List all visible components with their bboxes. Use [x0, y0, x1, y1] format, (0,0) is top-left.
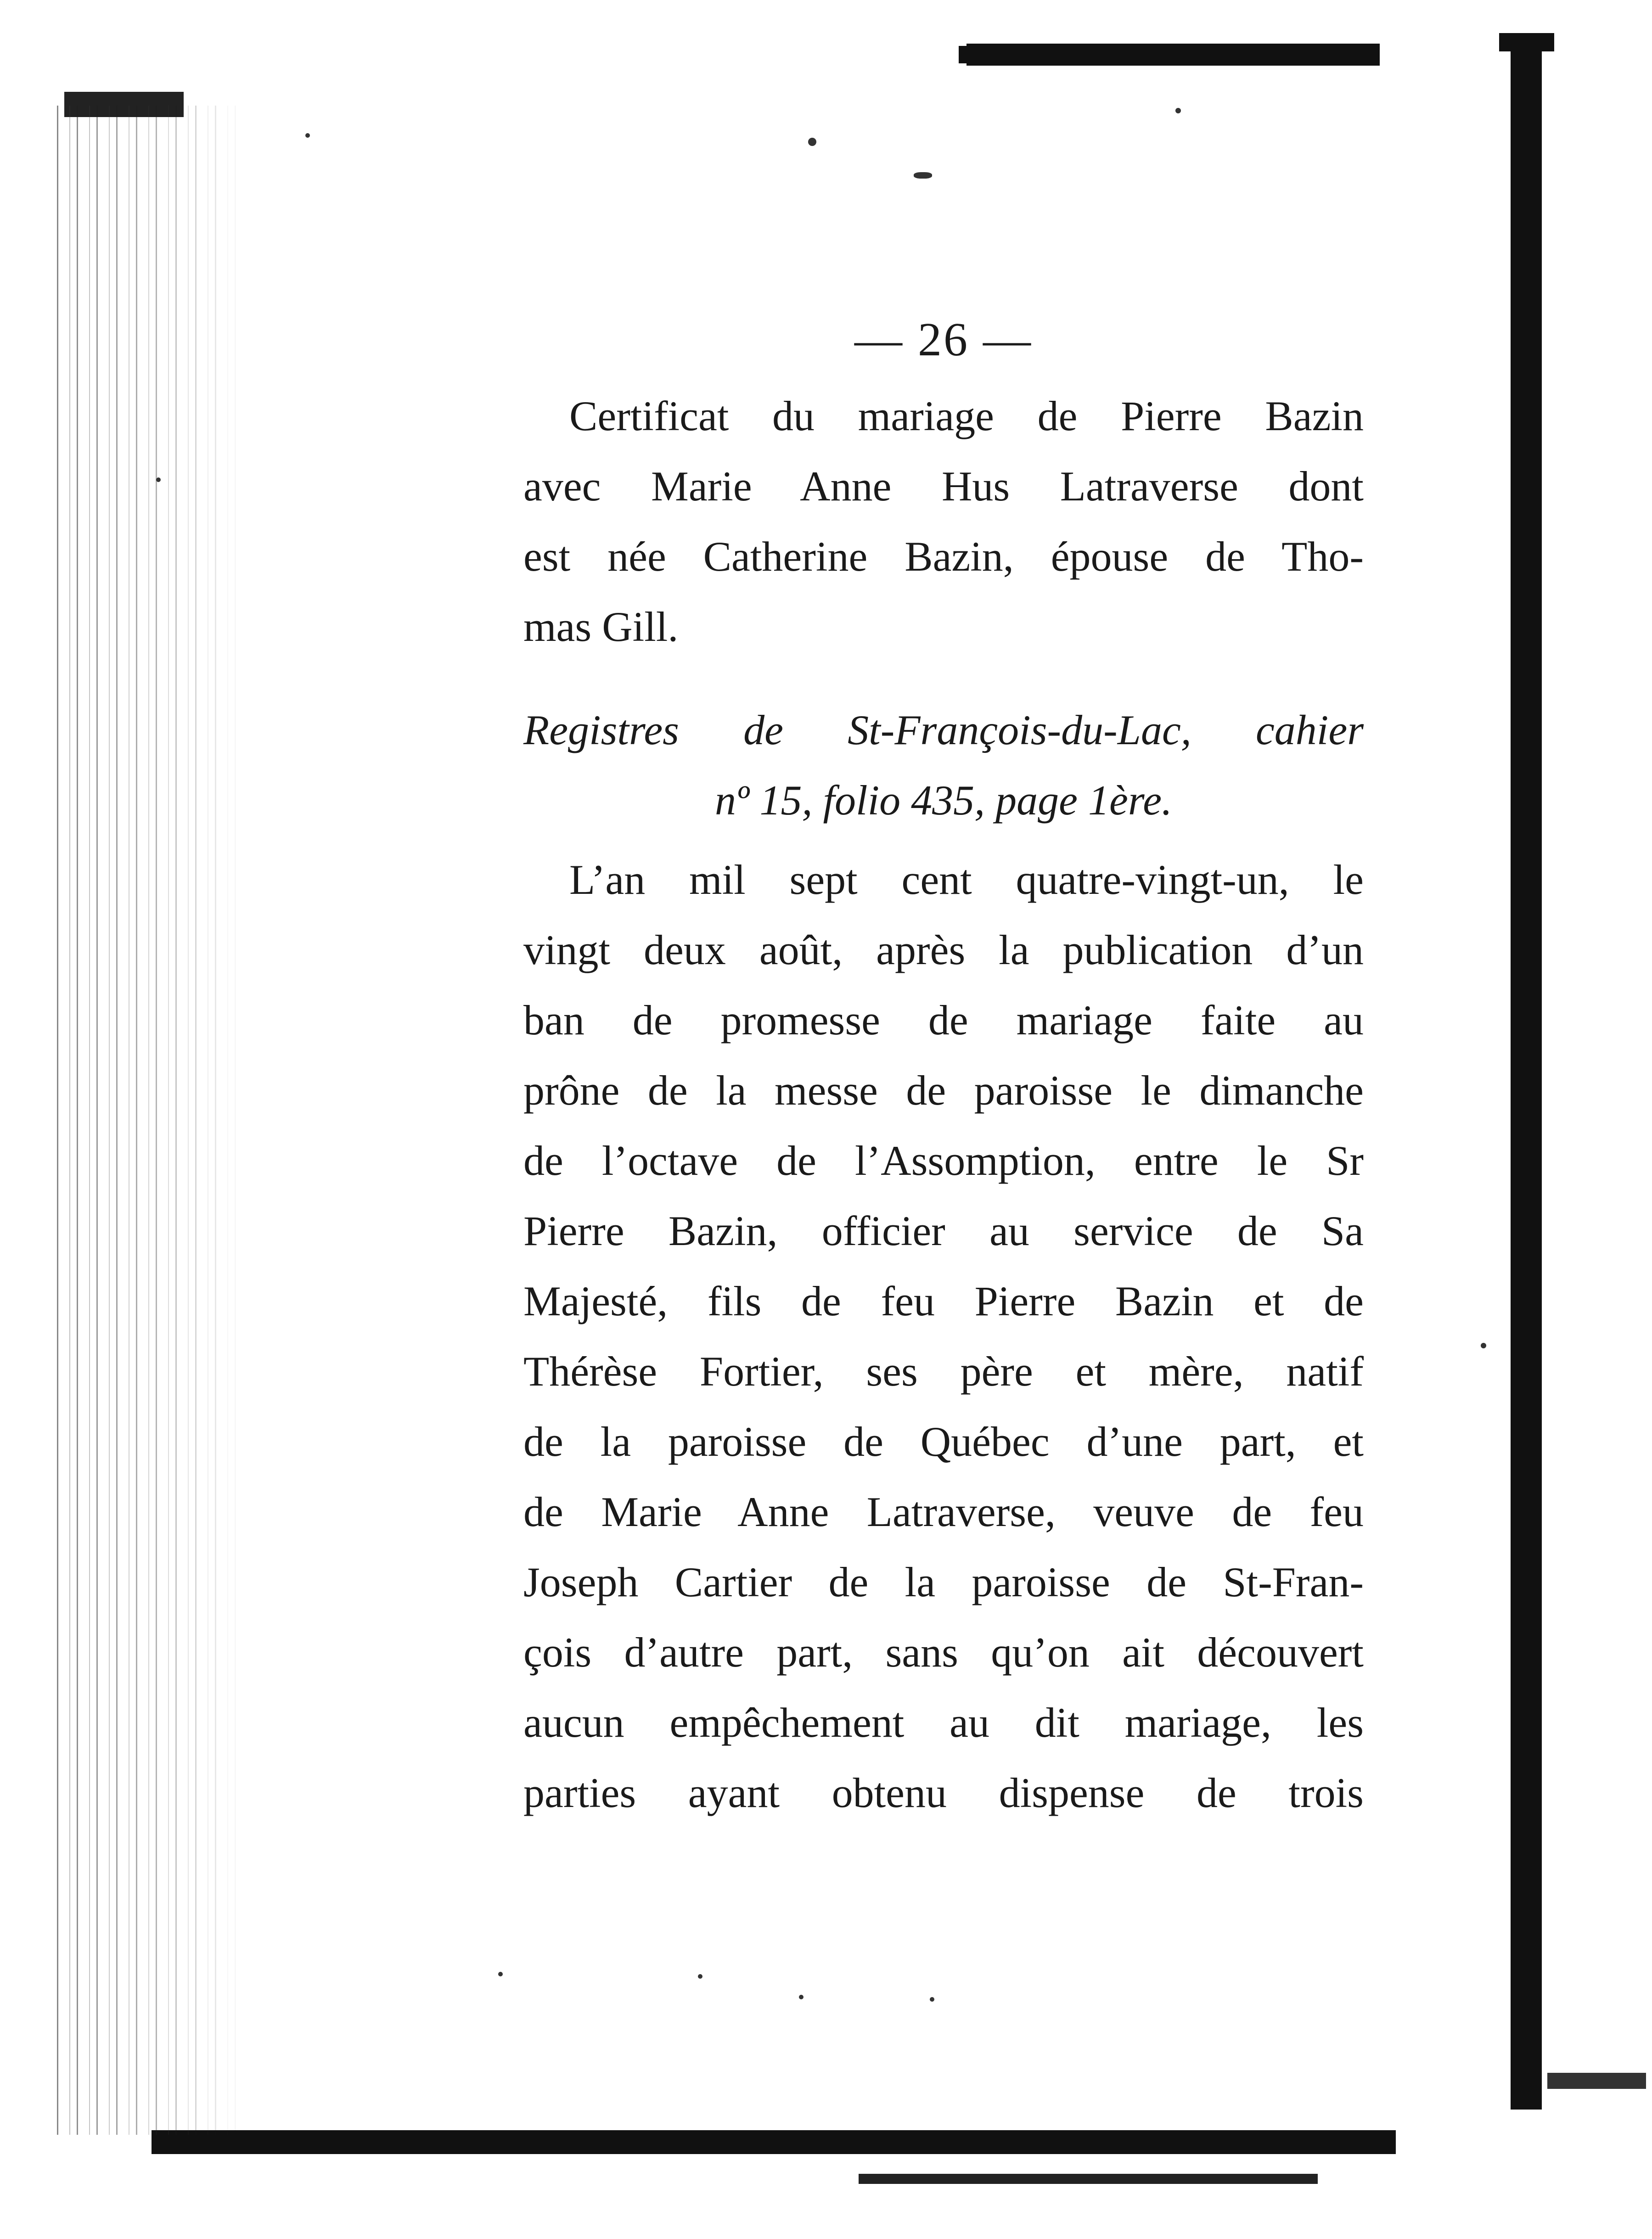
body-paragraph: [523, 845, 1364, 1828]
text-line: mas Gill.: [523, 603, 679, 650]
scan-speck: [305, 133, 310, 138]
text-line: Pierre Bazin, officier au service de Sa: [523, 1207, 1364, 1254]
scan-speck: [930, 1997, 934, 2002]
text-line: aucun empêchement au dit mariage, les: [523, 1699, 1364, 1746]
citation-line: Registres de St-François-du-Lac, cahier: [523, 707, 1364, 753]
scan-binding-edge: [51, 106, 243, 2135]
heading-paragraph: [523, 381, 1364, 662]
paragraph-gap: [523, 662, 1364, 695]
scan-border-bottom: [152, 2130, 1396, 2154]
page-number: — 26 —: [854, 313, 1033, 366]
text-line: parties ayant obtenu dispense de trois: [523, 1769, 1364, 1816]
scan-speck: [498, 1972, 503, 1976]
text-line: Thérèse Fortier, ses père et mère, natif: [523, 1348, 1364, 1395]
page-text: [523, 303, 1364, 1828]
text-line: L’an mil sept cent quatre-vingt-un, le: [569, 856, 1364, 903]
citation-line: nº 15, folio 435, page 1ère.: [714, 777, 1173, 824]
scan-border-bottom-lower: [859, 2174, 1318, 2184]
text-line: vingt deux août, après la publication d’un: [523, 926, 1364, 973]
scan-border-right: [1511, 37, 1542, 2110]
text-line: prône de la messe de paroisse le dimanche: [523, 1067, 1364, 1114]
text-line: Majesté, fils de feu Pierre Bazin et de: [523, 1278, 1364, 1324]
scan-speck: [156, 477, 161, 482]
text-line: Joseph Cartier de la paroisse de St-Fran-: [523, 1559, 1364, 1605]
scan-speck: [914, 172, 932, 179]
scan-speck: [799, 1995, 804, 1999]
scan-border-top-mark: [959, 46, 969, 63]
text-line: de la paroisse de Québec d’une part, et: [523, 1418, 1364, 1465]
text-line: est née Catherine Bazin, épouse de Tho-: [523, 533, 1364, 580]
scan-speck: [1175, 108, 1181, 113]
text-line: çois d’autre part, sans qu’on ait découvert: [523, 1629, 1364, 1676]
register-citation: [523, 695, 1364, 836]
scan-border-right-foot: [1547, 2073, 1646, 2089]
text-line: ban de promesse de mariage faite au: [523, 997, 1364, 1044]
text-line: Certificat du mariage de Pierre Bazin: [569, 393, 1364, 439]
scan-speck: [808, 138, 816, 146]
scan-speck: [1481, 1343, 1486, 1348]
scan-speck: [698, 1974, 702, 1979]
text-line: de l’octave de l’Assomption, entre le Sr: [523, 1137, 1364, 1184]
text-line: de Marie Anne Latraverse, veuve de feu: [523, 1488, 1364, 1535]
text-line: avec Marie Anne Hus Latraverse dont: [523, 463, 1364, 510]
scan-border-top: [966, 44, 1380, 66]
